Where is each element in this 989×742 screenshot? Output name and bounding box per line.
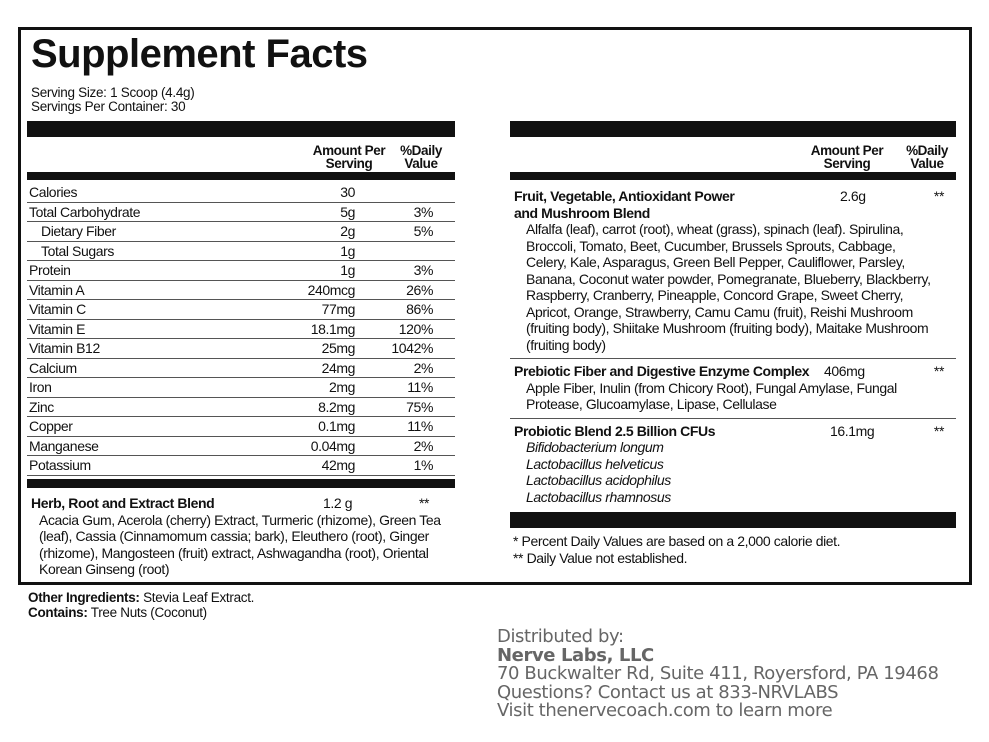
amount-header-line1: Amount Per xyxy=(312,143,386,158)
nutrient-row xyxy=(27,456,455,476)
nutrient-row xyxy=(27,339,455,359)
amount-header-line2: Serving xyxy=(325,156,373,171)
nutrient-name: Potassium xyxy=(29,457,91,473)
probiotic-strain: Lactobacillus helveticus xyxy=(526,455,664,472)
footnote-dv-not-established: ** Daily Value not established. xyxy=(513,549,688,566)
nutrient-name: Total Carbohydrate xyxy=(29,203,141,220)
probiotic-strain: Lactobacillus rhamnosus xyxy=(526,488,671,505)
blend-dv: ** xyxy=(933,422,944,439)
distributor-website: Visit thenervecoach.com to learn more xyxy=(497,700,833,721)
panel-title: Supplement Facts xyxy=(31,32,368,76)
dv-header-line2: Value xyxy=(404,156,438,171)
blend-dv: ** xyxy=(933,363,944,379)
nutrient-name: Vitamin E xyxy=(29,320,86,337)
blend-name-line2: and Mushroom Blend xyxy=(514,204,650,221)
supplement-facts-panel xyxy=(18,27,972,585)
distributor-label: Distributed by: xyxy=(497,626,624,647)
nutrient-row xyxy=(27,320,455,340)
nutrient-amount: 30 xyxy=(340,184,355,200)
nutrient-name: Protein xyxy=(29,262,71,278)
nutrient-dv: 26% xyxy=(406,281,433,298)
nutrient-amount: 18.1mg xyxy=(310,320,355,337)
blend-name: Probiotic Blend 2.5 Billion CFUs xyxy=(514,422,716,439)
distributor-contact: Questions? Contact us at 833-NRVLABS xyxy=(497,681,839,703)
blend-fruit-vegetable xyxy=(510,184,956,359)
blend-amount: 16.1mg xyxy=(830,422,875,439)
herb-blend xyxy=(31,495,451,578)
nutrient-amount: 1g xyxy=(340,262,355,278)
probiotic-strain: Lactobacillus acidophilus xyxy=(526,472,671,488)
nutrient-dv: 11% xyxy=(407,379,433,395)
nutrient-amount: 24mg xyxy=(321,359,355,376)
probiotic-strain: Bifidobacterium longum xyxy=(526,439,664,455)
divider-bar xyxy=(27,121,455,137)
blend-probiotic xyxy=(510,419,956,511)
nutrient-name: Vitamin B12 xyxy=(29,340,100,356)
nutrient-amount: 0.1mg xyxy=(318,418,355,434)
nutrient-row xyxy=(27,437,455,457)
dv-header-line2: Value xyxy=(910,156,944,171)
amount-header-line1: Amount Per xyxy=(810,143,884,158)
nutrient-amount: 25mg xyxy=(321,340,355,356)
nutrient-dv: 1042% xyxy=(391,340,433,356)
nutrient-row xyxy=(27,300,455,320)
nutrient-row xyxy=(27,398,455,418)
serving-size: Serving Size: 1 Scoop (4.4g) xyxy=(31,85,195,100)
nutrient-dv: 2% xyxy=(413,437,433,454)
herb-blend-name: Herb, Root and Extract Blend xyxy=(31,495,215,511)
dv-header-line1: %Daily xyxy=(906,143,948,158)
amount-header xyxy=(309,144,389,170)
nutrient-amount: 5g xyxy=(340,203,355,220)
dv-header xyxy=(393,144,449,170)
nutrient-dv: 86% xyxy=(406,301,433,317)
blend-dv: ** xyxy=(933,188,944,204)
nutrient-table xyxy=(27,183,455,476)
nutrient-row xyxy=(27,242,455,262)
nutrient-dv: 75% xyxy=(406,398,433,415)
nutrient-dv: 3% xyxy=(413,203,433,220)
nutrient-dv: 3% xyxy=(413,262,433,278)
nutrient-amount: 42mg xyxy=(321,457,355,473)
nutrient-amount: 1g xyxy=(340,242,355,259)
nutrient-row xyxy=(27,359,455,379)
distributor-address: 70 Buckwalter Rd, Suite 411, Royersford, PA 19468 xyxy=(497,663,939,684)
contains-label: Contains: xyxy=(28,605,88,620)
divider-bar xyxy=(27,479,455,488)
nutrient-name: Calories xyxy=(29,184,78,200)
blend-prebiotic xyxy=(510,359,956,419)
nutrient-name: Total Sugars xyxy=(41,242,115,259)
herb-blend-amount: 1.2 g xyxy=(323,495,353,511)
nutrient-amount: 77mg xyxy=(321,301,355,317)
blend-name: Fruit, Vegetable, Antioxidant Power xyxy=(514,188,735,204)
nutrient-row xyxy=(27,417,455,437)
nutrient-row xyxy=(27,183,455,203)
nutrient-dv: 1% xyxy=(413,457,433,473)
distributor-info xyxy=(497,628,939,721)
nutrient-row xyxy=(27,281,455,301)
nutrient-name: Zinc xyxy=(29,398,54,415)
other-ingredients-label: Other Ingredients: xyxy=(28,590,140,605)
nutrient-dv: 120% xyxy=(398,320,433,337)
other-ingredients-value: Stevia Leaf Extract. xyxy=(139,590,255,605)
footnotes xyxy=(513,533,840,566)
nutrient-row xyxy=(27,378,455,398)
nutrient-name: Iron xyxy=(29,379,52,395)
blend-ingredients: Alfalfa (leaf), carrot (root), wheat (grass), spinach (leaf). Spirulina, Broccoli, Tomato, Beet, Cucumber, Brussels Sprouts, Cabbage, Celery, Kale, Asparagus, Green Bell Pepper, Cauliflower, Parsley, Banana, Coconut water powder, Pomegranate, Blueberry, Blackberry, Raspberry, Cranberry, Pineapple, Concord Grape, Sweet Cherry, Apricot, Orange, Strawberry, Camu Camu (fruit), Reishi Mushroom (fruiting body), Shiitake Mushroom (fruiting body), Maitake Mushroom (fruiting body) xyxy=(526,221,931,353)
nutrient-name: Copper xyxy=(29,418,73,434)
blend-ingredients: Apple Fiber, Inulin (from Chicory Root), Fungal Amylase, Fungal Protease, Glucoamylase, Lipase, Cellulase xyxy=(526,379,897,412)
nutrient-row xyxy=(27,222,455,242)
distributor-company: Nerve Labs, LLC xyxy=(497,644,654,666)
nutrient-name: Calcium xyxy=(29,359,77,376)
herb-blend-ingredients: Acacia Gum, Acerola (cherry) Extract, Turmeric (rhizome), Green Tea (leaf), Cassia (Cinnamomum cassia; bark), Eleuthero (root), Ginger (rhizome), Mangosteen (fruit) extract, Ashwagandha (root), Oriental Korean Ginseng (root) xyxy=(39,511,441,577)
nutrient-amount: 2g xyxy=(340,223,355,239)
nutrient-dv: 5% xyxy=(413,223,433,239)
nutrient-amount: 0.04mg xyxy=(310,437,355,454)
contains-value: Tree Nuts (Coconut) xyxy=(87,605,207,620)
nutrient-name: Dietary Fiber xyxy=(41,223,116,239)
amount-header-right xyxy=(807,144,887,170)
nutrient-name: Vitamin C xyxy=(29,301,86,317)
nutrient-amount: 2mg xyxy=(328,379,355,395)
nutrient-dv: 11% xyxy=(407,418,433,434)
divider-bar xyxy=(510,512,956,528)
blend-amount: 2.6g xyxy=(840,188,866,204)
herb-blend-dv: ** xyxy=(419,495,430,511)
blend-name: Prebiotic Fiber and Digestive Enzyme Complex xyxy=(514,363,810,379)
nutrient-amount: 8.2mg xyxy=(318,398,355,415)
blend-list xyxy=(510,184,956,510)
divider-bar xyxy=(510,172,956,180)
amount-header-line2: Serving xyxy=(823,156,871,171)
nutrient-name: Vitamin A xyxy=(29,281,85,298)
divider-bar xyxy=(510,121,956,137)
divider-bar xyxy=(27,172,455,180)
nutrient-amount: 240mcg xyxy=(307,281,355,298)
footnote-percent-dv: * Percent Daily Values are based on a 2,000 calorie diet. xyxy=(513,533,841,549)
nutrient-row xyxy=(27,203,455,223)
servings-per-container: Servings Per Container: 30 xyxy=(31,99,186,114)
contains xyxy=(28,605,207,620)
nutrient-name: Manganese xyxy=(29,437,99,454)
nutrient-dv: 2% xyxy=(413,359,433,376)
blend-amount: 406mg xyxy=(824,363,865,379)
dv-header-right xyxy=(899,144,955,170)
other-ingredients xyxy=(28,590,254,605)
nutrient-row xyxy=(27,261,455,281)
dv-header-line1: %Daily xyxy=(400,143,442,158)
